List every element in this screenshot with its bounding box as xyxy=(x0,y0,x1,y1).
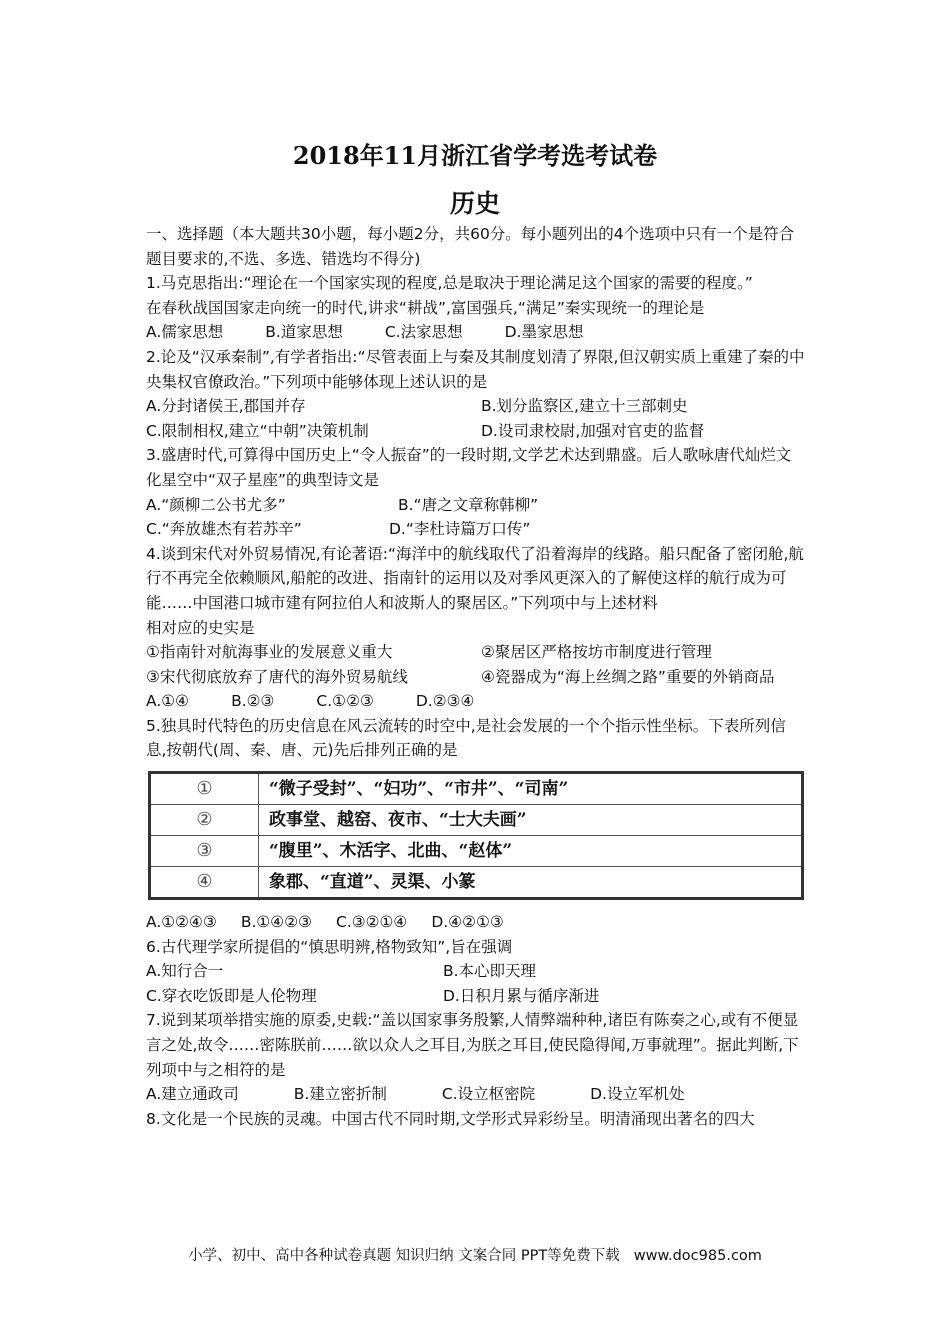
q6-options-row-1 xyxy=(146,959,806,984)
q6-option-c: C.穿衣吃饭即是人伦物理 xyxy=(146,986,317,1005)
footer-url[interactable]: www.doc985.com xyxy=(633,1248,762,1264)
q1-stem: 1.马克思指出:“理论在一个国家实现的程度,总是取决于理论满足这个国家的需要的程度。” xyxy=(146,274,753,293)
q1-option-a: A.儒家思想 xyxy=(146,323,224,342)
table-row-number: ② xyxy=(150,805,259,836)
table-row xyxy=(150,773,803,805)
q3-stem: 3.盛唐时代,可算得中国历史上“令人振奋”的一段时期,文学艺术达到鼎盛。后人歌咏唐代灿烂文化星空中“双子星座”的典型诗文是 xyxy=(146,446,792,489)
q2-option-d: D.设司隶校尉,加强对官吏的监督 xyxy=(481,421,705,440)
q4-options xyxy=(146,689,806,714)
table-row xyxy=(150,836,803,867)
q3-options-row-1 xyxy=(146,493,806,518)
table-row-text: 政事堂、越窑、夜市、“士大夫画” xyxy=(259,805,803,836)
q1-stem-2: 在春秋战国国家走向统一的时代,讲求“耕战”,富国强兵,“满足”秦实现统一的理论是 xyxy=(146,298,705,317)
q1-option-b: B.道家思想 xyxy=(265,323,343,342)
q5-info-table xyxy=(148,771,804,900)
q3-option-a: A.“颜柳二公书尤多” xyxy=(146,495,286,514)
table-row-number: ① xyxy=(150,773,259,805)
q4-items-row-1 xyxy=(146,640,806,665)
q5-option-b: B.①④②③ xyxy=(240,913,312,932)
q3-options-row-2 xyxy=(146,517,806,542)
q3-option-b: B.“唐之文章称韩柳” xyxy=(398,495,539,514)
q1-options xyxy=(146,320,806,345)
q1-option-d: D.墨家思想 xyxy=(504,323,584,342)
q5-option-c: C.③②①④ xyxy=(336,913,408,932)
subject-title: 历史 xyxy=(449,189,500,218)
q4-item-4: ④瓷器成为“海上丝绸之路”重要的外销商品 xyxy=(481,667,775,686)
table-row xyxy=(150,805,803,836)
q6-option-b: B.本心即天理 xyxy=(443,962,537,981)
exam-content xyxy=(146,222,806,1131)
q8-stem: 8.文化是一个民族的灵魂。中国古代不同时期,文学形式异彩纷呈。明清涌现出著名的四大 xyxy=(146,1109,755,1128)
q4-option-d: D.②③④ xyxy=(415,692,475,711)
table-row-text: “腹里”、木活字、北曲、“赵体” xyxy=(259,836,803,867)
q5-option-a: A.①②④③ xyxy=(146,913,217,932)
q5-option-d: D.④②①③ xyxy=(431,913,504,932)
q2-option-a: A.分封诸侯王,郡国并存 xyxy=(146,397,306,416)
q7-option-b: B.建立密折制 xyxy=(293,1085,387,1104)
q4-items-row-2 xyxy=(146,665,806,690)
q4-item-2: ②聚居区严格按坊市制度进行管理 xyxy=(481,643,712,662)
q7-option-a: A.建立通政司 xyxy=(146,1085,239,1104)
table-row-text: “微子受封”、“妇功”、“市井”、“司南” xyxy=(259,773,803,805)
table-row-number: ③ xyxy=(150,836,259,867)
q2-options-row-2 xyxy=(146,419,806,444)
section-instructions: 一、选择题（本大题共30小题，每小题2分，共60分。每小题列出的4个选项中只有一个是符合题目要求的,不选、多选、错选均不得分) xyxy=(146,225,795,268)
q3-option-c: C.“奔放雄杰有若苏辛” xyxy=(146,520,302,539)
q4-item-1: ①指南针对航海事业的发展意义重大 xyxy=(146,643,393,662)
q2-option-b: B.划分监察区,建立十三部刺史 xyxy=(481,397,688,416)
q4-stem: 4.谈到宋代对外贸易情况,有论著语:“海洋中的航线取代了沿着海岸的线路。船只配备了密闭舱,航行不再完全依赖顺风,船舵的改进、指南针的运用以及对季风更深入的了解使这样的航行成为可能……中国港口城市建有阿拉伯人和波斯人的聚居区。”下列项中与上述材料 xyxy=(146,544,804,612)
q7-option-c: C.设立枢密院 xyxy=(441,1085,536,1104)
q7-option-d: D.设立军机处 xyxy=(590,1085,685,1104)
q5-stem: 5.独具时代特色的历史信息在风云流转的时空中,是社会发展的一个个指示性坐标。下表所列信息,按朝代(周、秦、唐、元)先后排列正确的是 xyxy=(146,716,786,760)
q7-options xyxy=(146,1082,806,1107)
q3-option-d: D.“李杜诗篇万口传” xyxy=(389,520,531,539)
q1-option-c: C.法家思想 xyxy=(384,323,463,342)
q4-item-3: ③宋代彻底放弃了唐代的海外贸易航线 xyxy=(146,667,408,686)
q5-options xyxy=(146,910,806,935)
q6-option-d: D.日积月累与循序渐进 xyxy=(443,986,600,1005)
q2-options-row-1 xyxy=(146,394,806,419)
q4-option-b: B.②③ xyxy=(231,692,275,711)
q4-option-a: A.①④ xyxy=(146,692,190,711)
q2-stem: 2.论及“汉承秦制”,有学者指出:“尽管表面上与秦及其制度划清了界限,但汉朝实质上重建了秦的中央集权官僚政治。”下列项中能够体现上述认识的是 xyxy=(146,347,805,391)
exam-title: 2018年11月浙江省学考选考试卷 xyxy=(292,141,658,170)
table-row-text: 象郡、“直道”、灵渠、小篆 xyxy=(259,867,803,899)
table-row-number: ④ xyxy=(150,867,259,899)
q4-option-c: C.①②③ xyxy=(316,692,374,711)
q6-stem: 6.古代理学家所提倡的“慎思明辨,格物致知”,旨在强调 xyxy=(146,937,513,956)
footer-text: 小学、初中、高中各种试卷真题 知识归纳 文案合同 PPT等免费下载 xyxy=(188,1248,620,1264)
table-row xyxy=(150,867,803,899)
footer xyxy=(0,1244,950,1265)
q4-stem-2: 相对应的史实是 xyxy=(146,618,255,637)
q6-option-a: A.知行合一 xyxy=(146,962,224,981)
q7-stem: 7.说到某项举措实施的原委,史载:“盖以国家事务殷繁,人情弊端种种,诸臣有陈奏之心,或有不便显言之处,故令……密陈朕前……欲以众人之耳目,为朕之耳目,使民隐得闻,万事就理”。据此判断,下列项中与之相符的是 xyxy=(146,1011,799,1079)
q2-option-c: C.限制相权,建立“中朝”决策机制 xyxy=(146,421,369,440)
q6-options-row-2 xyxy=(146,984,806,1009)
